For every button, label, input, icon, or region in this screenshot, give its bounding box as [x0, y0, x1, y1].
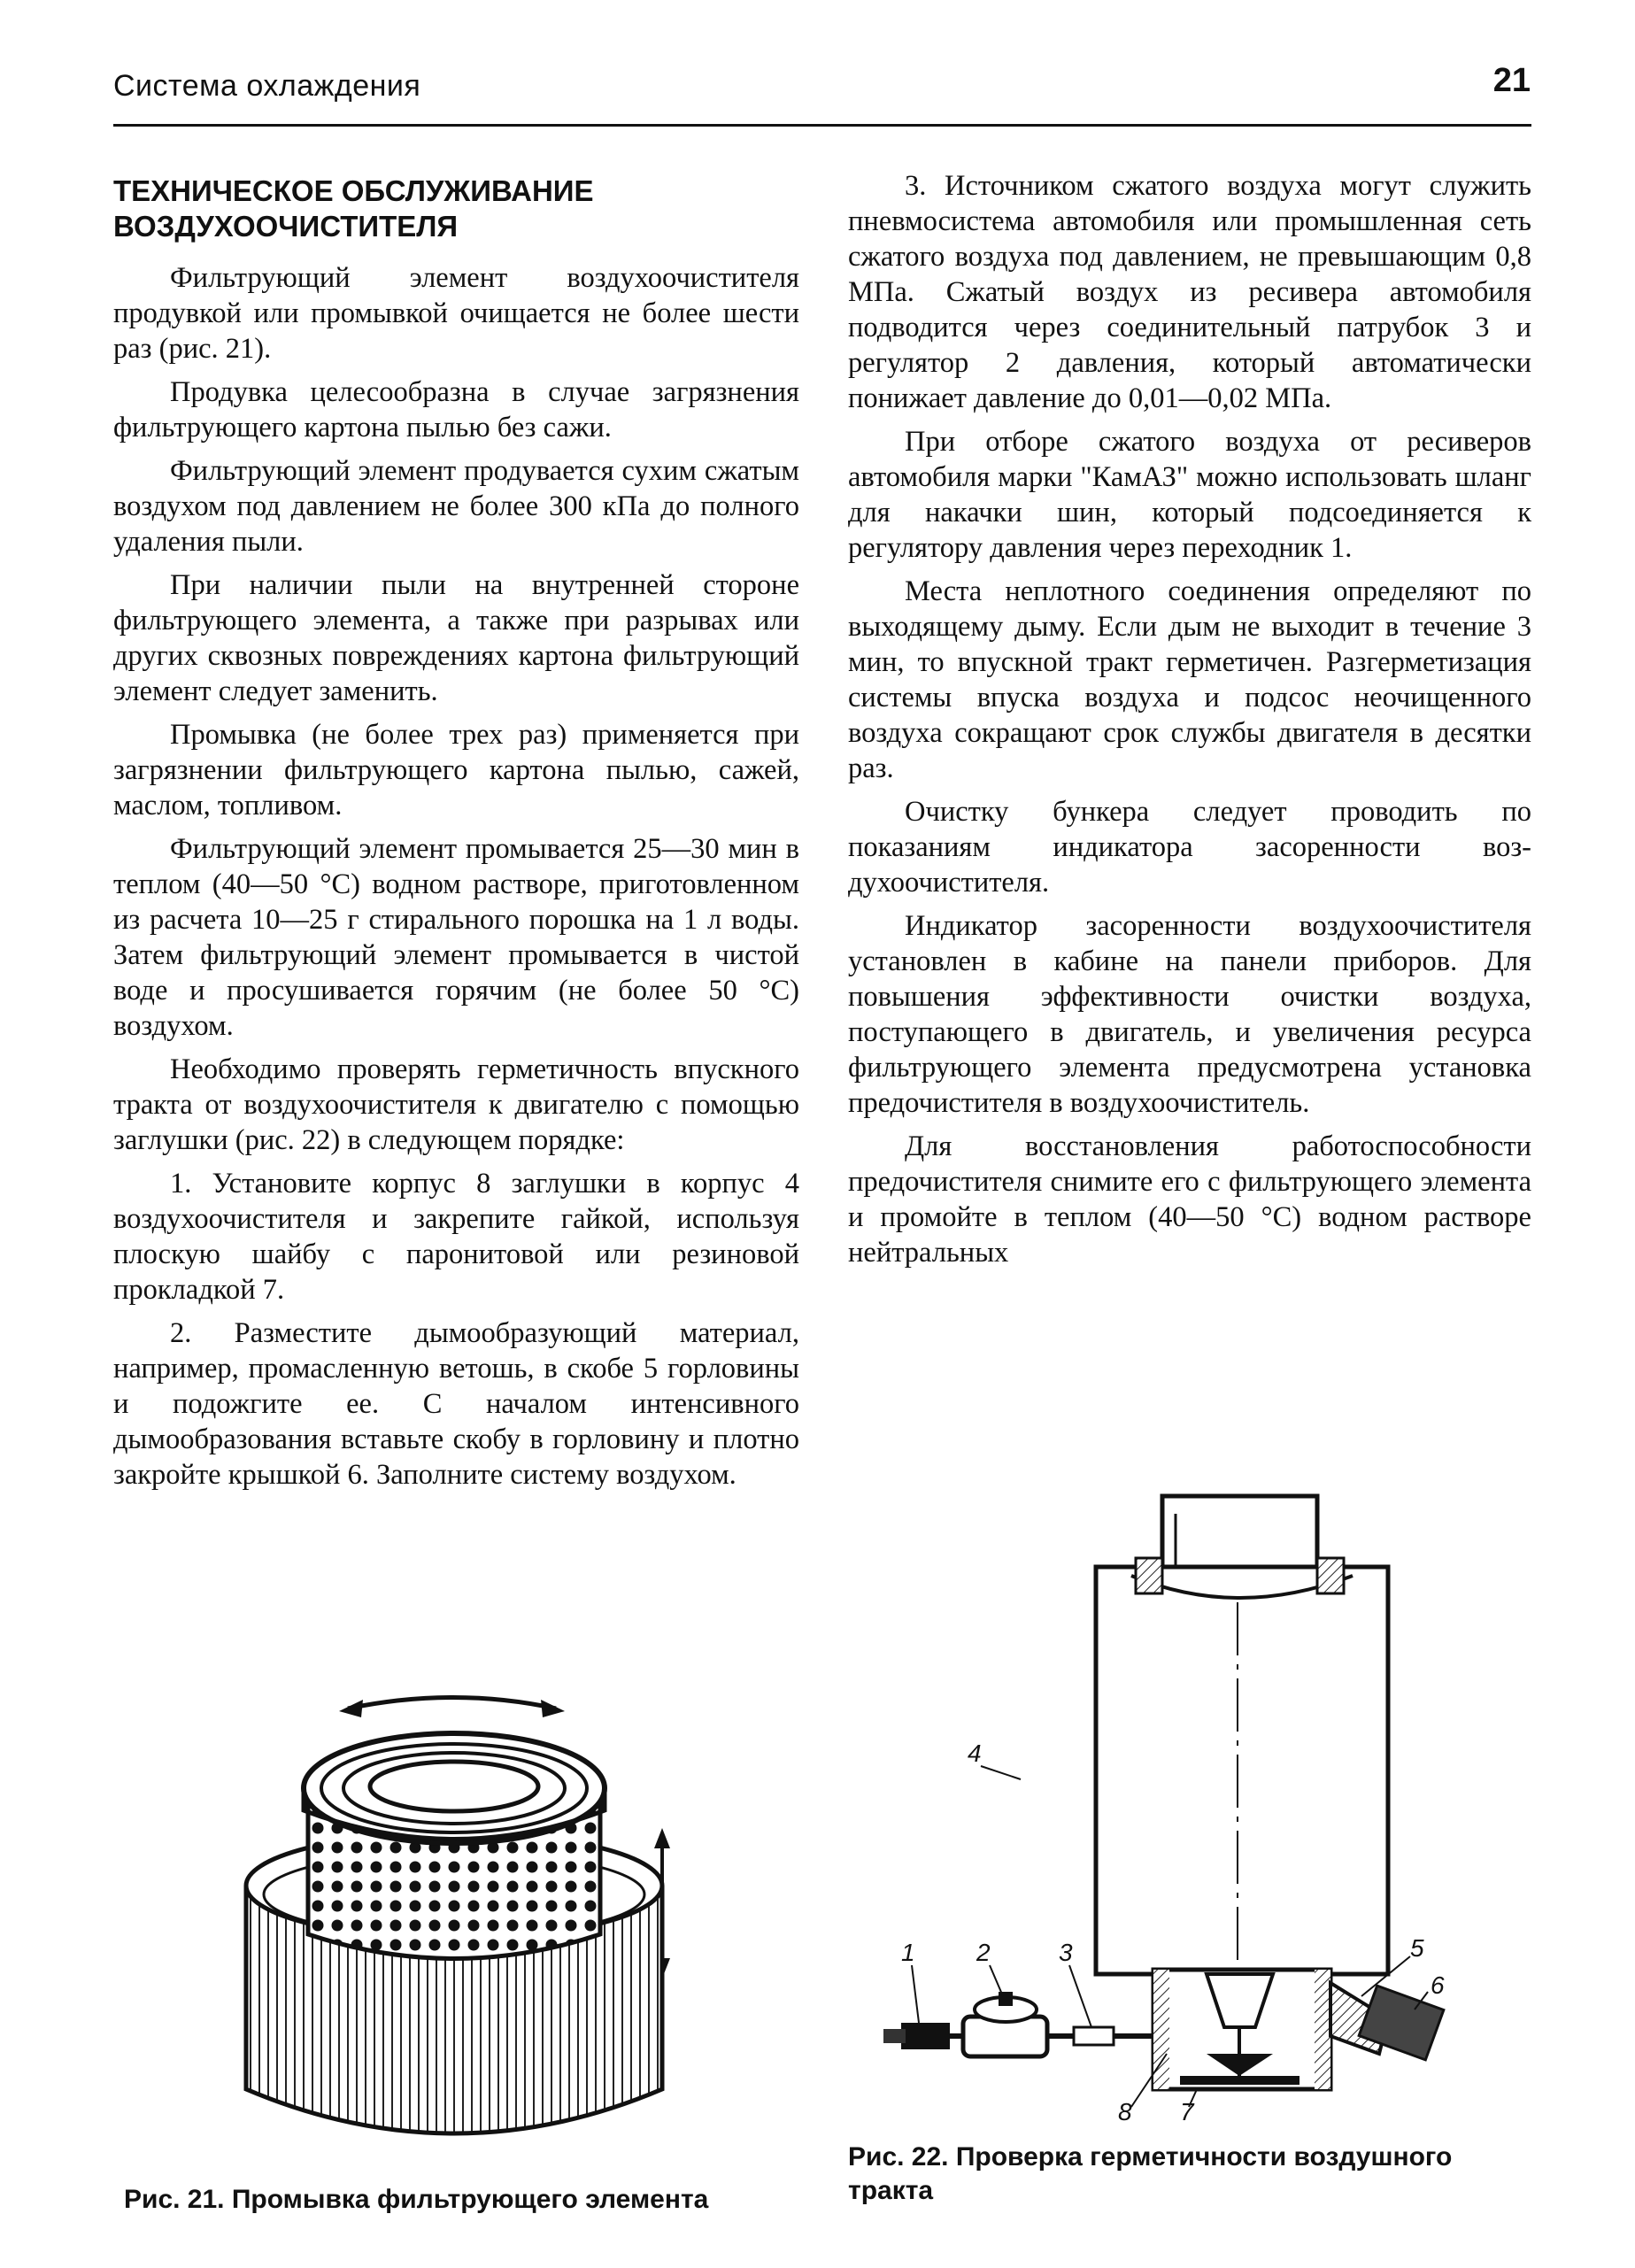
paragraph: Фильтрующий элемент продувается сухим сжатым воздухом под давлением не более 300 кПа до полного удаления пыли. [113, 455, 799, 558]
section-heading [113, 174, 799, 244]
paragraph: При отборе сжатого воздуха от ресиверов автомобиля марки "КамАЗ" можно использовать шланг для накачки шин, который подсоединяется к регулятору давления через переходник 1. [848, 426, 1531, 564]
figure-21-filter-washing [113, 1682, 813, 2249]
paragraph: Фильтрующий элемент воздухоочистителя продувкой или промывкой очищается не более шести раз (рис. 21). [113, 262, 799, 365]
paragraph: Очистку бункера следует проводить по показаниям индикатора засоренности воздухоочистителя. [848, 796, 1531, 899]
paragraph: Индикатор засоренности воздухоочистителя установлен в кабине на панели приборов. Для повышения эффективности очистки воздуха, поступающего в двигатель, и увеличения ресурса фильтрующего элемента предусмотрена установка предочистителя в воздухоочиститель. [848, 910, 1531, 1119]
label-5: 5 [1410, 1934, 1424, 1962]
header-divider [113, 124, 1531, 127]
air-tract-test-diagram [848, 1487, 1539, 2125]
label-4: 4 [968, 1740, 982, 1767]
right-column [848, 168, 1531, 1278]
paragraph: 2. Разместите дымообразующий материал, например, промасленную ветошь, в скобе 5 горловины и подожгите ее. С началом интенсивного дымообразования вставьте скобу в горловину и плотно закройте крышкой 6. Заполните систему воздухом. [113, 1317, 799, 1491]
filter-element-illustration [113, 1682, 813, 2178]
label-1: 1 [901, 1939, 915, 1966]
paragraph: Промывка (не более трех раз) применяется при загрязнении фильтрующего картона пылью, сажей, маслом, топливом. [113, 719, 799, 822]
figure-21-caption: Рис. 21. Промывка фильтрующего элемента [124, 2185, 709, 2214]
figure-22-caption-line-1: Рис. 22. Проверка герметичности воздушного [848, 2142, 1453, 2172]
section-heading-line-1: ТЕХНИЧЕСКОЕ ОБСЛУЖИВАНИЕ [113, 174, 594, 207]
label-3: 3 [1059, 1939, 1073, 1966]
figure-22-caption-line-2: тракта [848, 2176, 934, 2205]
paragraph: Фильтрующий элемент промывается 25—30 мин в теплом (40—50 °С) водном растворе, приготовленном из расчета 10—25 г стирального порошка на 1 л воды. Затем фильтрующий элемент промывается в чистой воде и просушивается горячим (не более 50 °С) воздухом. [113, 833, 799, 1042]
running-header-title: Система охлаждения [113, 69, 421, 103]
paragraph: Необходимо проверять герметичность впускного тракта от воздухоочистителя к двигателю с помощью заглушки (рис. 22) в следующем порядке: [113, 1053, 799, 1156]
label-2: 2 [976, 1939, 991, 1966]
paragraph: Для восстановления работоспособности предочистителя снимите его с фильтрующего элемента и промойте в теплом (40—50 °С) водном растворе нейтральных [848, 1130, 1531, 1269]
label-8: 8 [1118, 2098, 1132, 2125]
figure-22-airtightness-test [848, 1487, 1539, 2249]
label-6: 6 [1431, 1971, 1445, 1999]
paragraph: 3. Источником сжатого воздуха могут служить пневмосистема автомобиля или промышленная сеть сжатого воздуха под давлением, не превышающим 0,8 МПа. Сжатый воздух из ресивера автомобиля подводится через соединительный патрубок 3 и регулятор 2 давления, который автоматически понижает давление до 0,01—0,02 МПа. [848, 170, 1531, 414]
section-heading-line-2: ВОЗДУХООЧИСТИТЕЛЯ [113, 210, 459, 243]
paragraph: Места неплотного соединения определяют по выходящему дыму. Если дым не выходит в течение 3 мин, то впускной тракт герметичен. Разгерметизация системы впуска воздуха и подсос неочищенного воздуха сокращают срок службы двигателя в десятки раз. [848, 575, 1531, 784]
paragraph: При наличии пыли на внутренней стороне фильтрующего элемента, а также при разрывах или других сквозных повреждениях картона фильтрующий элемент следует заменить. [113, 569, 799, 707]
figure-22-caption [848, 2141, 1530, 2208]
label-7: 7 [1180, 2098, 1194, 2125]
left-column [113, 168, 799, 1500]
paragraph: 1. Установите корпус 8 заглушки в корпус 4 воздухоочистителя и закрепите гайкой, используя плоскую шайбу с паронитовой или резиновой прокладкой 7. [113, 1168, 799, 1306]
paragraph: Продувка целесообразна в случае загрязнения фильтрующего картона пылью без сажи. [113, 376, 799, 444]
page-number: 21 [1492, 62, 1531, 99]
